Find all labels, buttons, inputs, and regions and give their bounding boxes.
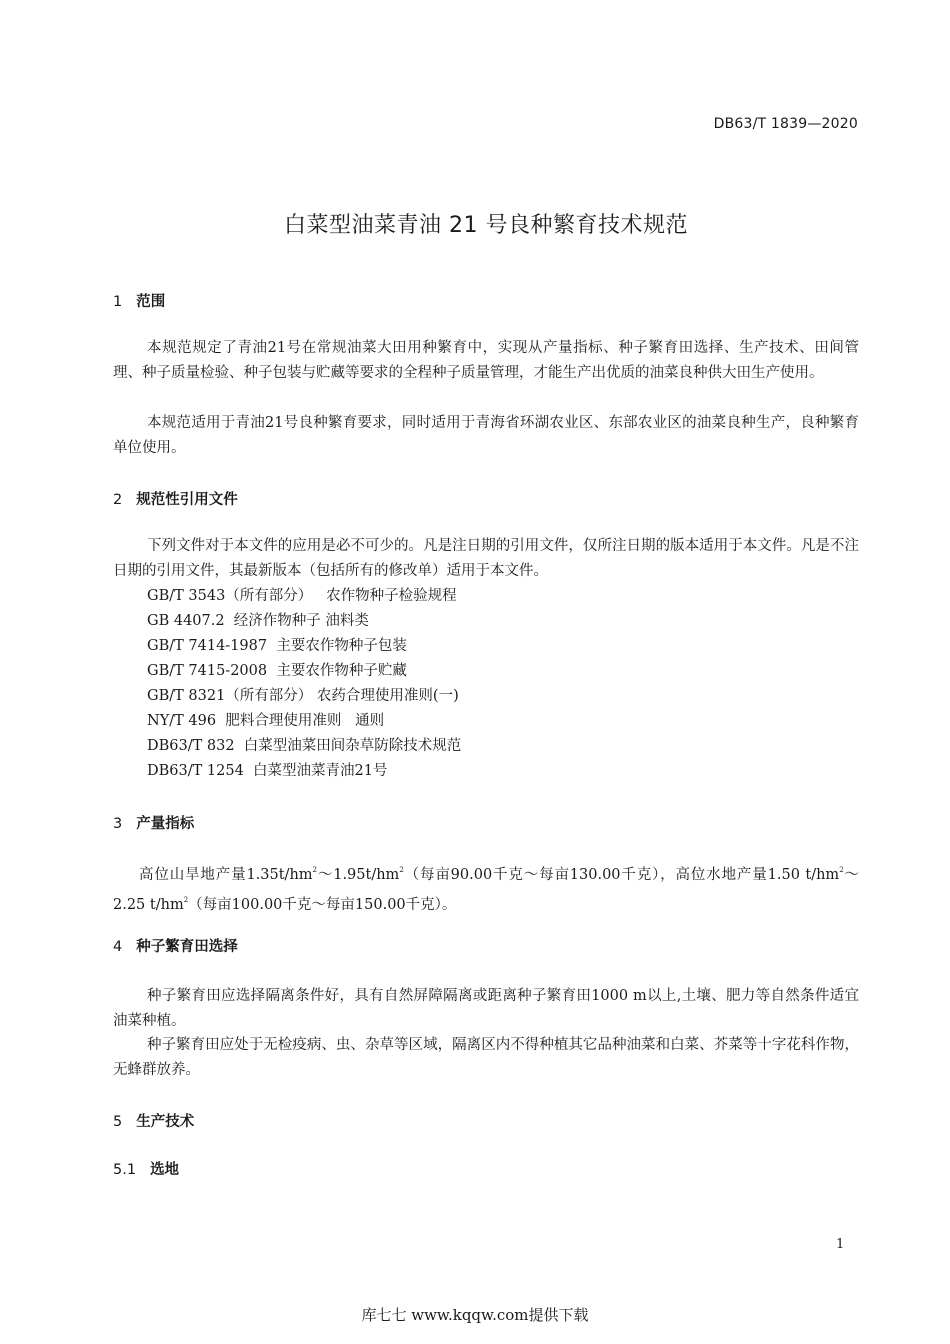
reference-item: GB 4407.2 经济作物种子 油料类	[147, 613, 369, 629]
section-title: 规范性引用文件	[136, 492, 238, 508]
reference-item: NY/T 496 肥料合理使用准则 通则	[147, 713, 385, 729]
section-3-heading	[113, 812, 194, 833]
reference-item: GB/T 3543（所有部分） 农作物种子检验规程	[147, 588, 457, 604]
section-number: 5.1	[113, 1162, 137, 1178]
section-title: 产量指标	[136, 816, 195, 832]
section-title: 范围	[136, 294, 166, 310]
yield-text: ～2.25 t/hm	[113, 867, 860, 913]
superscript: 2	[839, 866, 844, 874]
section-4-paragraph-1: 种子繁育田应选择隔离条件好，具有自然屏障隔离或距离种子繁育田1000 m以上,土壤、肥力等自然条件适宜油菜种植。	[113, 988, 859, 1029]
reference-item: DB63/T 1254 白菜型油菜青油21号	[147, 763, 388, 779]
section-4-heading	[113, 935, 238, 956]
reference-item: GB/T 8321（所有部分） 农药合理使用准则(一)	[147, 688, 459, 704]
section-number: 4	[113, 939, 123, 955]
section-number: 3	[113, 816, 123, 832]
yield-text: 高位山旱地产量1.35t/hm	[139, 867, 313, 883]
section-number: 2	[113, 492, 123, 508]
section-title: 种子繁育田选择	[136, 939, 238, 955]
reference-list	[147, 584, 461, 784]
section-1-heading	[113, 290, 165, 311]
section-number: 5	[113, 1114, 123, 1130]
yield-text: ～1.95t/hm	[317, 867, 400, 883]
section-1-paragraph-2: 本规范适用于青油21号良种繁育要求，同时适用于青海省环湖农业区、东部农业区的油菜良种生产，良种繁育单位使用。	[113, 415, 859, 456]
section-1-paragraph-1: 本规范规定了青油21号在常规油菜大田用种繁育中，实现从产量指标、种子繁育田选择、生产技术、田间管理、种子质量检验、种子包装与贮藏等要求的全程种子质量管理，才能生产出优质的油菜良种供大田生产使用。	[113, 340, 859, 381]
superscript: 2	[183, 896, 189, 904]
section-3-paragraph	[113, 858, 859, 918]
document-title: 白菜型油菜青油 21 号良种繁育技术规范	[284, 213, 688, 238]
yield-text: （每亩90.00千克～每亩130.00千克），高位水地产量1.50 t/hm	[403, 867, 840, 883]
superscript: 2	[312, 866, 318, 874]
yield-text: （每亩100.00千克～每亩150.00千克）。	[188, 897, 457, 913]
section-2-heading	[113, 488, 238, 509]
section-number: 1	[113, 294, 123, 310]
page-number: 1	[836, 1237, 845, 1252]
reference-item: GB/T 7415-2008 主要农作物种子贮藏	[147, 663, 407, 679]
reference-item: DB63/T 832 白菜型油菜田间杂草防除技术规范	[147, 738, 462, 754]
reference-item: GB/T 7414-1987 主要农作物种子包装	[147, 638, 407, 654]
section-5-1-heading	[113, 1158, 179, 1179]
section-title: 生产技术	[136, 1114, 195, 1130]
superscript: 2	[399, 866, 404, 874]
section-2-intro: 下列文件对于本文件的应用是必不可少的。凡是注日期的引用文件，仅所注日期的版本适用于本文件。凡是不注日期的引用文件，其最新版本（包括所有的修改单）适用于本文件。	[113, 538, 859, 579]
section-5-heading	[113, 1110, 194, 1131]
section-title: 选地	[150, 1162, 180, 1178]
section-4-paragraph-2: 种子繁育田应处于无检疫病、虫、杂草等区域，隔离区内不得种植其它品种油菜和白菜、芥菜等十字花科作物，无蜂群放养。	[113, 1037, 859, 1078]
document-code: DB63/T 1839—2020	[713, 116, 858, 132]
download-watermark-footer: 库七七 www.kqqw.com提供下载	[361, 1306, 589, 1324]
